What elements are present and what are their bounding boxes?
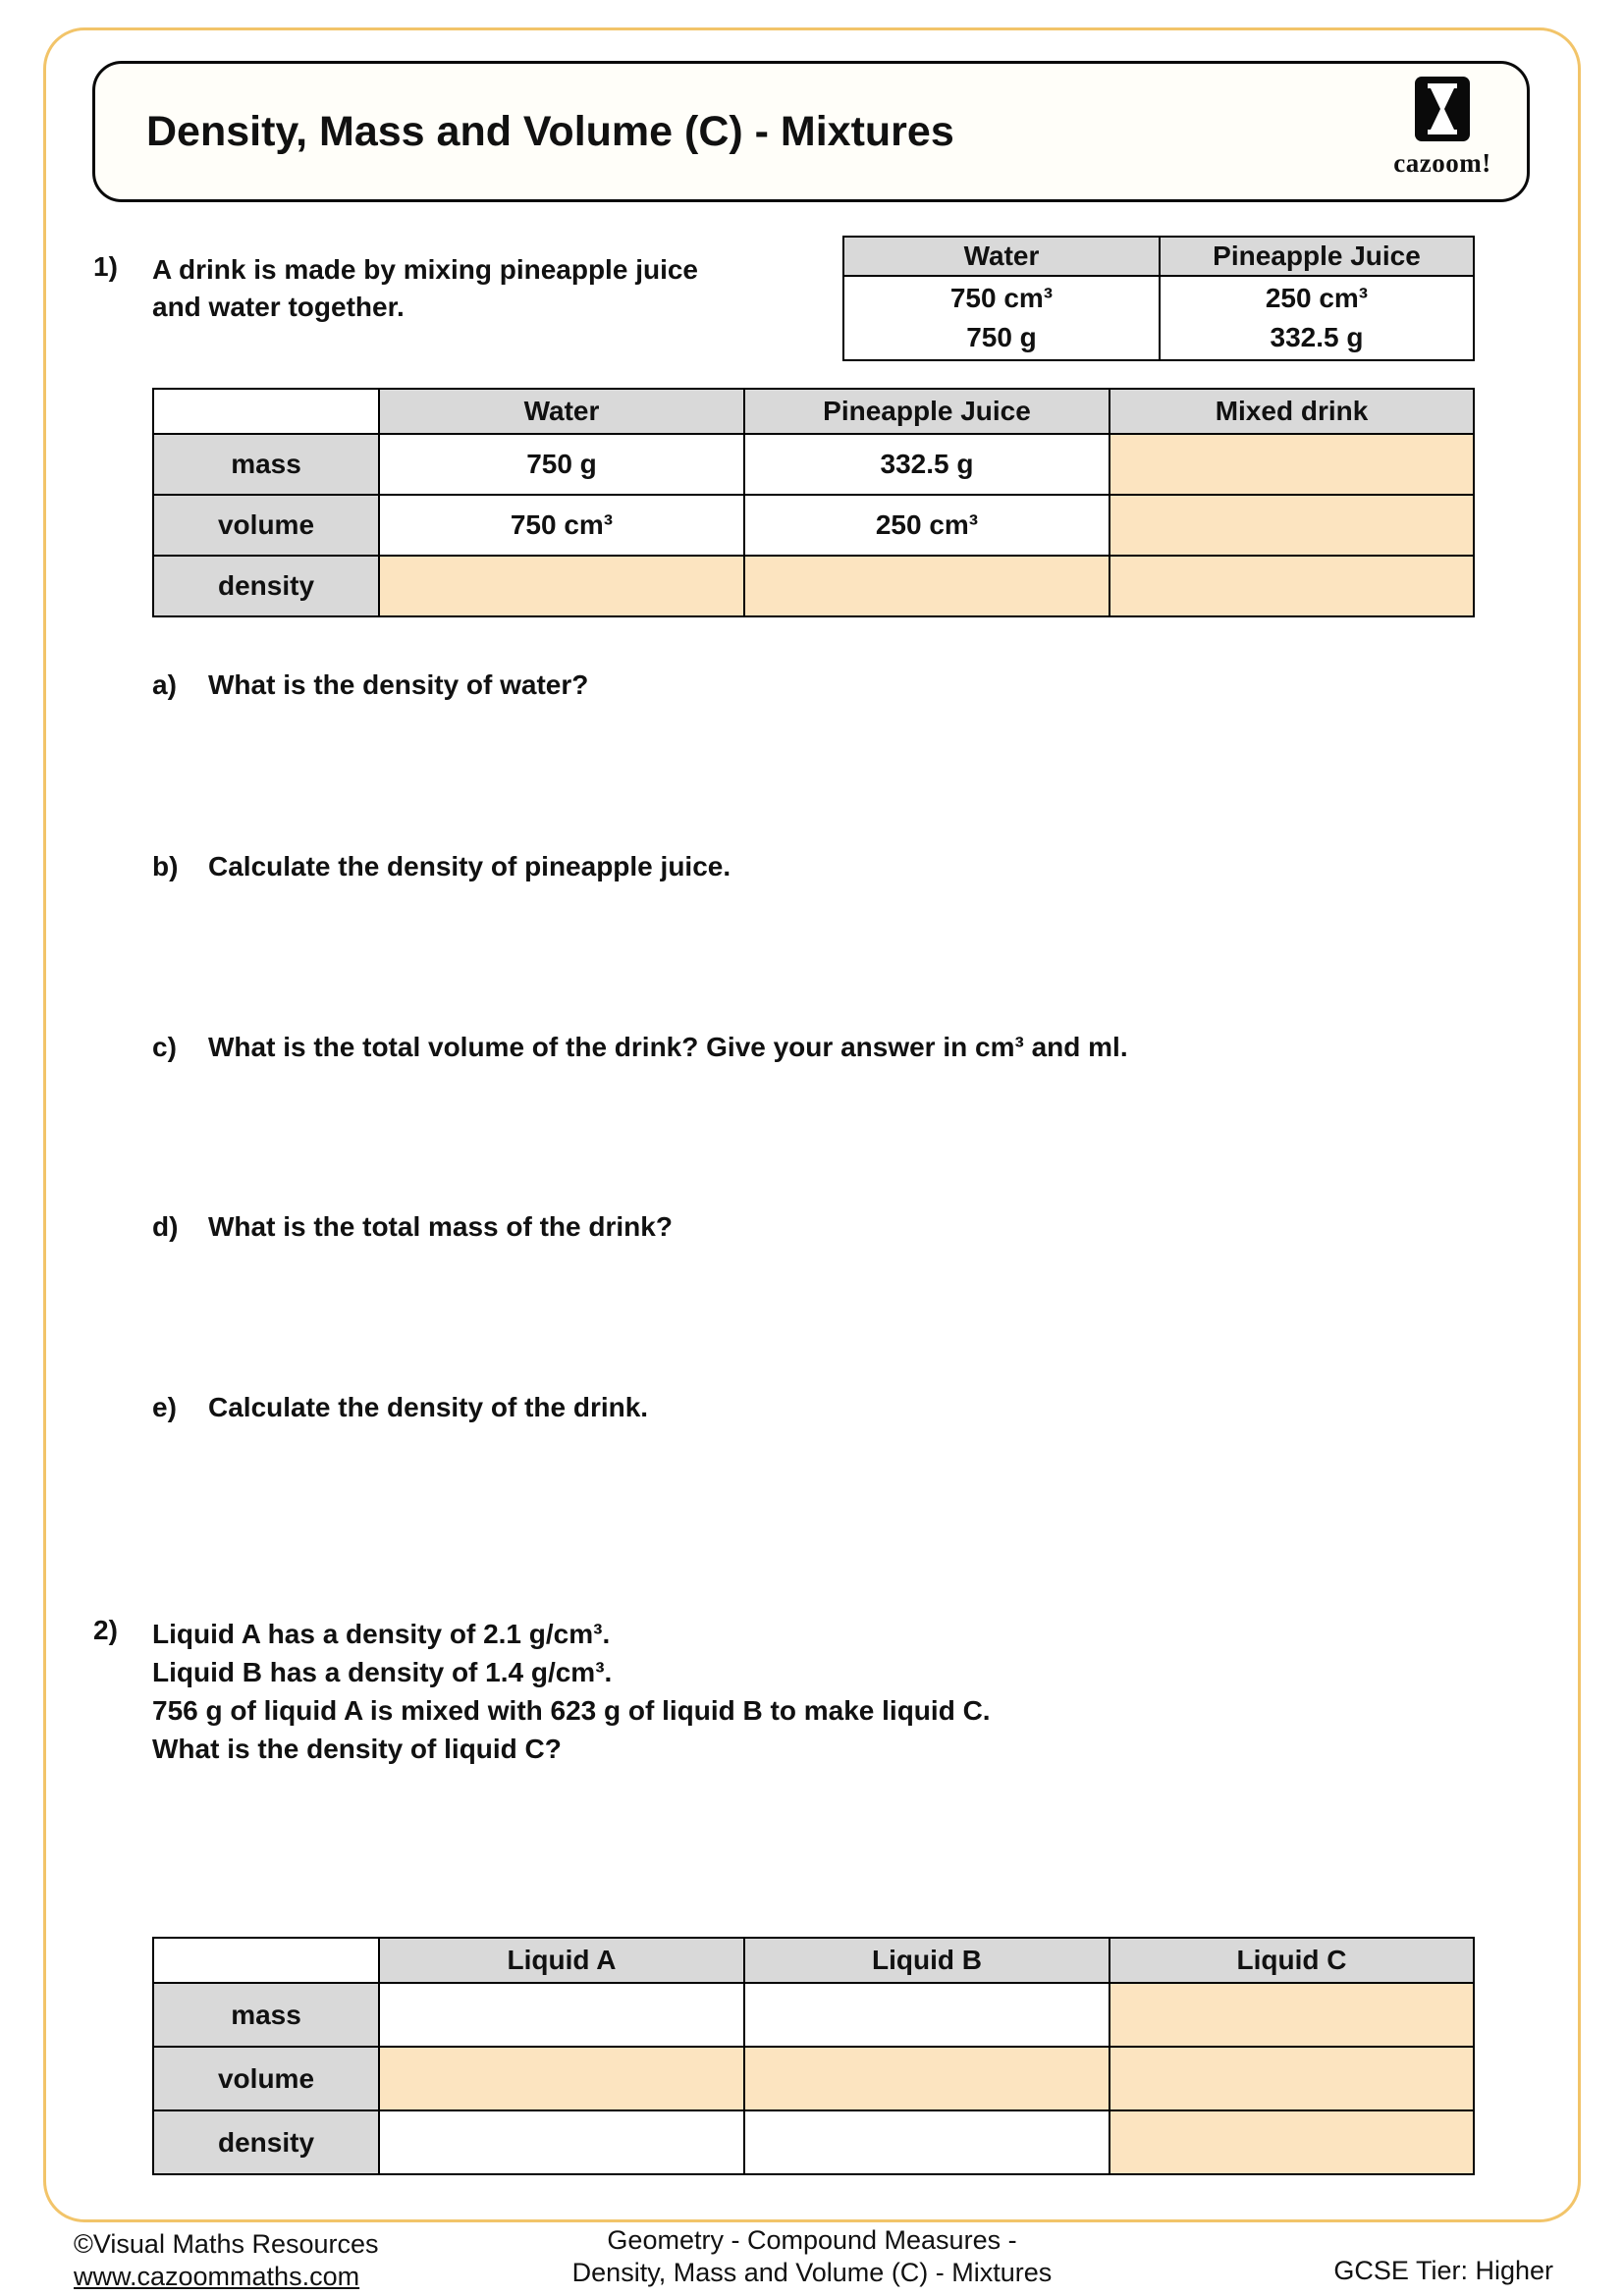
q1-col-header-pineapple: Pineapple Juice xyxy=(744,389,1110,434)
q1-part-c-letter: c) xyxy=(152,1032,177,1062)
q2-answer-cell-volume-c xyxy=(1110,2047,1474,2110)
q1-answer-cell-density-mixed xyxy=(1110,556,1474,616)
q1-part-b-text: Calculate the density of pineapple juice. xyxy=(208,851,731,881)
q1-info-table xyxy=(842,236,1475,361)
q1-part-a-text: What is the density of water? xyxy=(208,669,589,700)
footer-topic-line1: Geometry - Compound Measures - xyxy=(607,2225,1017,2255)
q1-part-d-text: What is the total mass of the drink? xyxy=(208,1211,673,1242)
q1-table-corner-cell xyxy=(153,389,379,434)
q2-answer-cell-volume-b xyxy=(744,2047,1110,2110)
q1-col-header-water: Water xyxy=(379,389,744,434)
q1-part-b-letter: b) xyxy=(152,851,179,881)
q2-col-header-liquid-c: Liquid C xyxy=(1110,1938,1474,1983)
q2-line-1: Liquid A has a density of 2.1 g/cm³. xyxy=(152,1619,611,1649)
q1-part-a xyxy=(152,669,588,701)
q1-answer-cell-density-water xyxy=(379,556,744,616)
q1-part-e xyxy=(152,1392,648,1423)
q1-col-header-mixed-drink: Mixed drink xyxy=(1110,389,1474,434)
q2-cell-mass-a xyxy=(379,1983,744,2047)
info-pineapple-volume: 250 cm³ xyxy=(1265,283,1369,313)
q1-answer-cell-volume-mixed xyxy=(1110,495,1474,556)
cazoom-logo xyxy=(1387,77,1497,179)
q1-prompt xyxy=(152,251,800,326)
q2-line-3: 756 g of liquid A is mixed with 623 g of liquid B to make liquid C. xyxy=(152,1695,991,1726)
q1-row-label-density: density xyxy=(153,556,379,616)
q2-cell-density-b xyxy=(744,2110,1110,2174)
q1-answer-cell-density-pineapple xyxy=(744,556,1110,616)
q2-answer-cell-density-c xyxy=(1110,2110,1474,2174)
q1-prompt-line2: and water together. xyxy=(152,292,405,322)
q1-part-e-letter: e) xyxy=(152,1392,177,1422)
q1-cell-volume-water: 750 cm³ xyxy=(379,495,744,556)
footer-website-link[interactable]: www.cazoommaths.com xyxy=(74,2262,360,2291)
q1-cell-mass-water: 750 g xyxy=(379,434,744,495)
q1-cell-volume-pineapple: 250 cm³ xyxy=(744,495,1110,556)
q2-number: 2) xyxy=(93,1615,118,1645)
footer-topic-line2: Density, Mass and Volume (C) - Mixtures xyxy=(571,2258,1053,2287)
q1-part-c xyxy=(152,1032,1128,1063)
q1-part-c-text: What is the total volume of the drink? Give your answer in cm³ and ml. xyxy=(208,1032,1128,1062)
q2-col-header-liquid-a: Liquid A xyxy=(379,1938,744,1983)
info-pineapple-mass: 332.5 g xyxy=(1270,322,1364,352)
q2-table xyxy=(152,1937,1475,2175)
q1-part-d xyxy=(152,1211,673,1243)
q1-part-e-text: Calculate the density of the drink. xyxy=(208,1392,649,1422)
footer-copyright: ©Visual Maths Resources xyxy=(74,2229,379,2259)
q1-row-label-volume: volume xyxy=(153,495,379,556)
cazoom-hourglass-icon xyxy=(1415,77,1470,146)
q2-col-header-liquid-b: Liquid B xyxy=(744,1938,1110,1983)
q2-prompt xyxy=(152,1615,1232,1768)
q1-part-d-letter: d) xyxy=(152,1211,179,1242)
q1-cell-mass-pineapple: 332.5 g xyxy=(744,434,1110,495)
q1-part-b xyxy=(152,851,731,882)
q1-answer-cell-mass-mixed xyxy=(1110,434,1474,495)
info-water-mass: 750 g xyxy=(966,322,1037,352)
info-water-volume: 750 cm³ xyxy=(949,283,1054,313)
q2-row-label-mass: mass xyxy=(153,1983,379,2047)
q2-cell-mass-b xyxy=(744,1983,1110,2047)
cazoom-logo-text: cazoom! xyxy=(1393,148,1491,178)
q1-part-a-letter: a) xyxy=(152,669,177,700)
page-title: Density, Mass and Volume (C) - Mixtures xyxy=(146,107,954,155)
q2-answer-cell-mass-c xyxy=(1110,1983,1474,2047)
info-col-header-water: Water xyxy=(843,237,1160,276)
q1-prompt-line1: A drink is made by mixing pineapple juice xyxy=(152,254,698,285)
q1-table xyxy=(152,388,1475,617)
q2-cell-density-a xyxy=(379,2110,744,2174)
title-box xyxy=(92,61,1530,202)
info-cell-water xyxy=(843,276,1160,360)
q2-line-4: What is the density of liquid C? xyxy=(152,1734,562,1764)
q2-row-label-density: density xyxy=(153,2110,379,2174)
q2-table-corner-cell xyxy=(153,1938,379,1983)
q2-answer-cell-volume-a xyxy=(379,2047,744,2110)
q2-row-label-volume: volume xyxy=(153,2047,379,2110)
footer-tier: GCSE Tier: Higher xyxy=(1333,2256,1553,2285)
info-col-header-pineapple: Pineapple Juice xyxy=(1160,237,1474,276)
info-cell-pineapple xyxy=(1160,276,1474,360)
q2-line-2: Liquid B has a density of 1.4 g/cm³. xyxy=(152,1657,613,1687)
q1-number: 1) xyxy=(93,251,118,282)
q1-row-label-mass: mass xyxy=(153,434,379,495)
